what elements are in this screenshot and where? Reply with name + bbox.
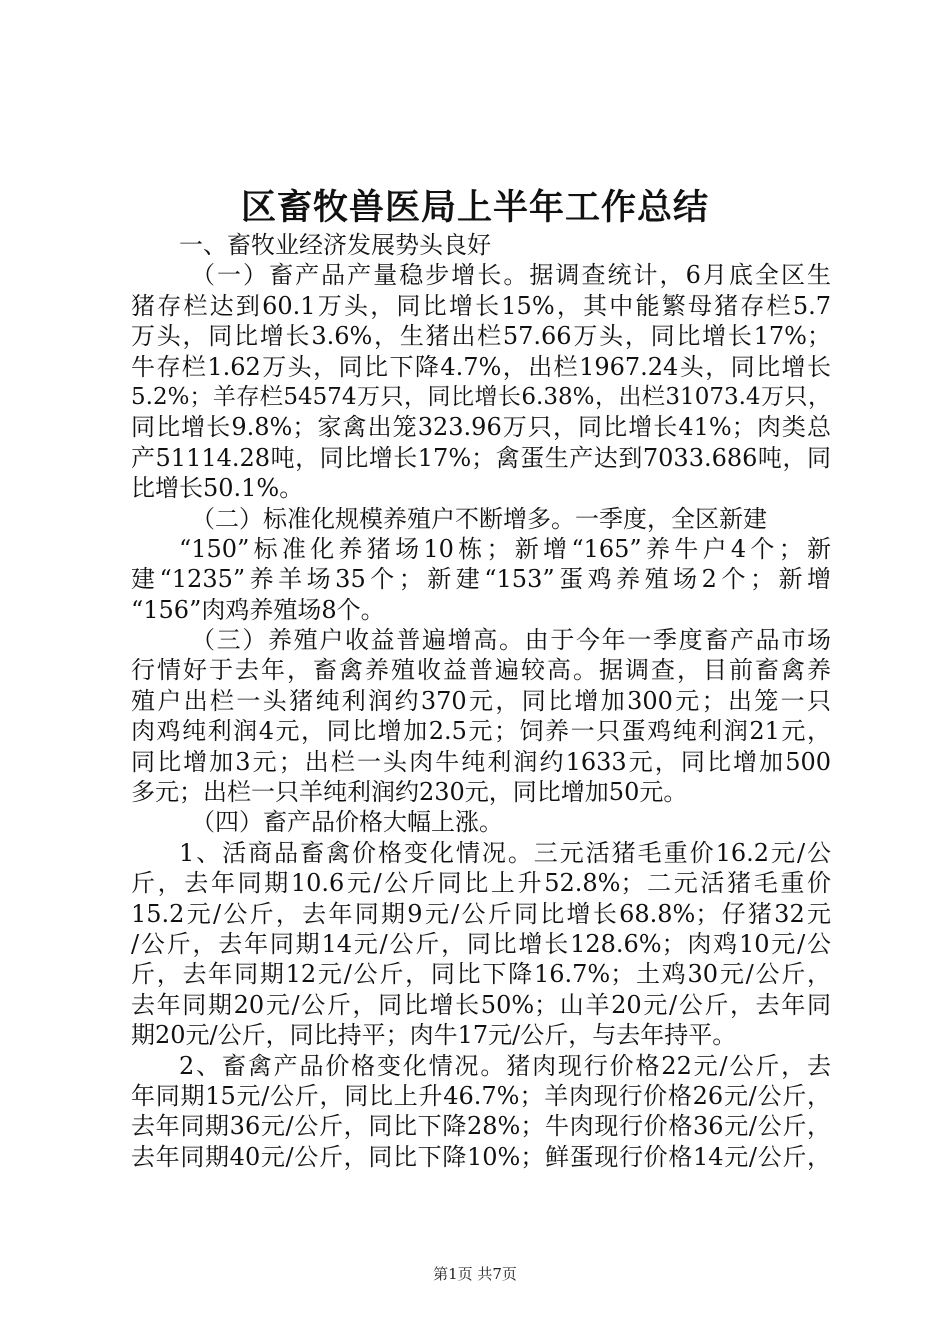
paragraph-line: 同比增长9.8%；家禽出笼323.96万只，同比增长41%；肉类总 (131, 413, 831, 442)
document-title: 区畜牧兽医局上半年工作总结 (240, 187, 709, 228)
paragraph-line: （三）养殖户收益普遍增高。由于今年一季度畜产品市场 (191, 626, 831, 655)
page-number: 第1页 共7页 (433, 1265, 517, 1283)
paragraph-line: 去年同期20元/公斤，同比增长50%；山羊20元/公斤，去年同 (131, 990, 831, 1019)
paragraph-line: （二）标准化规模养殖户不断增多。一季度，全区新建 (191, 504, 767, 533)
paragraph-line: 斤，去年同期10.6元/公斤同比上升52.8%；二元活猪毛重价 (131, 869, 831, 898)
paragraph-line: 去年同期36元/公斤，同比下降28%；牛肉现行价格36元/公斤， (131, 1112, 831, 1141)
paragraph-line: 15.2元/公斤，去年同期9元/公斤同比增长68.8%；仔猪32元 (131, 899, 831, 928)
paragraph-line: 殖户出栏一头猪纯利润约370元，同比增加300元；出笼一只 (131, 686, 831, 715)
paragraph-line: 斤，去年同期12元/公斤，同比下降16.7%；土鸡30元/公斤， (131, 960, 831, 989)
paragraph-line: 建“1235”养羊场35个；新建“153”蛋鸡养殖场2个；新增 (131, 565, 831, 594)
paragraph-line: 产51114.28吨，同比增长17%；禽蛋生产达到7033.686吨，同 (131, 443, 831, 472)
paragraph-line: （一）畜产品产量稳步增长。据调查统计，6月底全区生 (191, 261, 831, 290)
paragraph-line: “156”肉鸡养殖场8个。 (131, 595, 385, 624)
paragraph-line: 期20元/公斤，同比持平；肉牛17元/公斤，与去年持平。 (131, 1021, 737, 1050)
paragraph-line: 比增长50.1%。 (131, 474, 304, 503)
paragraph-line: 去年同期40元/公斤，同比下降10%；鲜蛋现行价格14元/公斤， (131, 1142, 831, 1171)
paragraph-line: /公斤，去年同期14元/公斤，同比增长128.6%；肉鸡10元/公 (131, 929, 831, 958)
paragraph-line: 1、活商品畜禽价格变化情况。三元活猪毛重价16.2元/公 (179, 838, 831, 867)
paragraph-line: 牛存栏1.62万头，同比下降4.7%，出栏1967.24头，同比增长 (131, 352, 831, 381)
paragraph-line: 行情好于去年，畜禽养殖收益普遍较高。据调查，目前畜禽养 (131, 656, 831, 685)
paragraph-line: 肉鸡纯利润4元，同比增加2.5元；饲养一只蛋鸡纯利润21元， (131, 717, 831, 746)
paragraph-line: 年同期15元/公斤，同比上升46.7%；羊肉现行价格26元/公斤， (131, 1081, 831, 1110)
section-heading: 一、畜牧业经济发展势头良好 (179, 231, 491, 259)
paragraph-line: 5.2%；羊存栏54574万只，同比增长6.38%，出栏31073.4万只， (131, 383, 831, 410)
paragraph-line: 猪存栏达到60.1万头，同比增长15%，其中能繁母猪存栏5.7 (131, 291, 831, 320)
document-body (131, 230, 831, 1172)
paragraph-line: （四）畜产品价格大幅上涨。 (191, 808, 503, 837)
paragraph-line: 同比增加3元；出栏一头肉牛纯利润约1633元，同比增加500 (131, 747, 831, 776)
paragraph-line: 多元；出栏一只羊纯利润约230元，同比增加50元。 (131, 778, 688, 807)
paragraph-line: “150”标准化养猪场10栋；新增“165”养牛户4个；新 (179, 534, 831, 563)
paragraph-line: 万头，同比增长3.6%，生猪出栏57.66万头，同比增长17%； (131, 322, 831, 351)
paragraph-line: 2、畜禽产品价格变化情况。猪肉现行价格22元/公斤，去 (179, 1051, 831, 1080)
